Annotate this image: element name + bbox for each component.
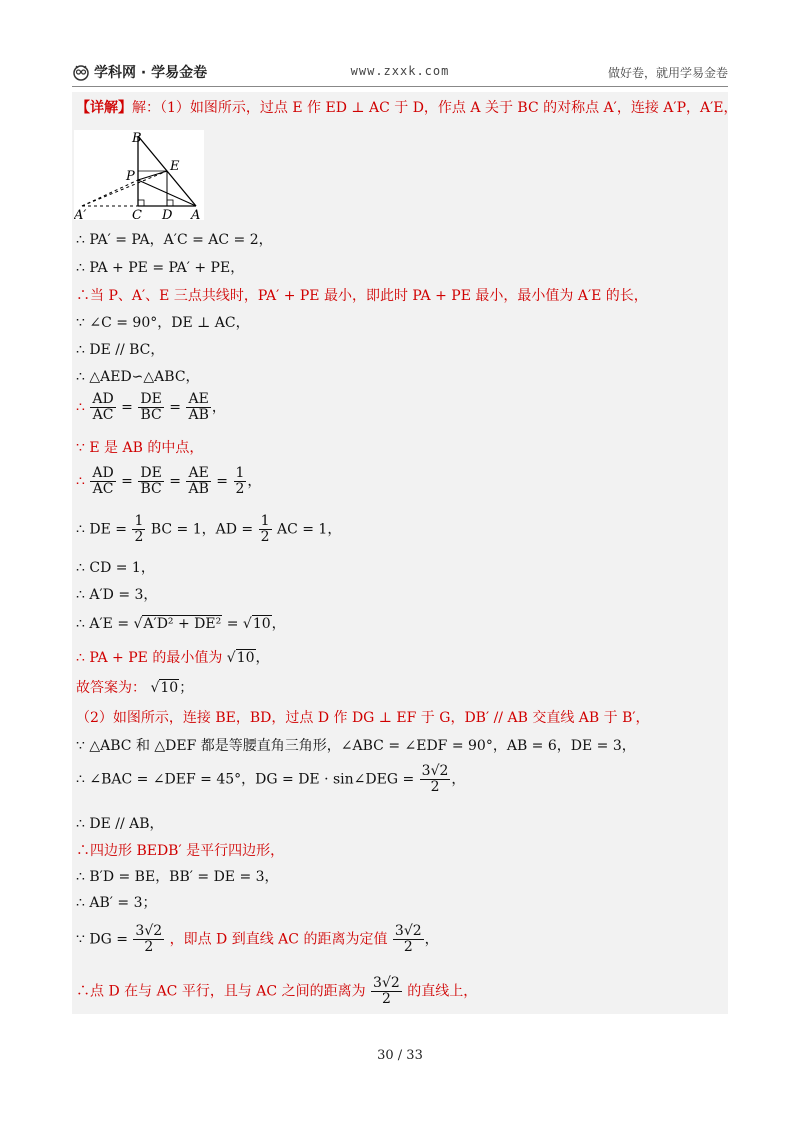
min-value-line: ∴ PA + PE 的最小值为 √10， bbox=[76, 650, 270, 666]
header-slogan: 做好卷，就用学易金卷 bbox=[607, 66, 728, 80]
site-url: www.zxxk.com bbox=[350, 64, 450, 78]
fraction: $\frac{1}{2}$ bbox=[260, 513, 270, 545]
intro-text: 解：（1）如图所示，过点 E 作 ED ⊥ AC 于 D，作点 A 关于 BC 的对称点 A′，连接 A′P，A′E， bbox=[132, 100, 738, 116]
brand-text: 学科网 · 学易金卷 bbox=[94, 65, 208, 81]
answer-line: 故答案为： √10； bbox=[76, 680, 194, 696]
label-A: A bbox=[191, 208, 201, 220]
step-line: ∴ AB′ = 3； bbox=[76, 895, 157, 911]
fraction: $\frac{3√2}{2}$ bbox=[135, 923, 163, 955]
part2-intro: （2）如图所示，连接 BE，BD，过点 D 作 DG ⊥ EF 于 G，DB′ // AB 交直线 AB 于 B′， bbox=[76, 710, 650, 726]
fraction: $\frac{DE}{BC}$ bbox=[140, 391, 162, 423]
label-P: P bbox=[126, 169, 135, 184]
fraction: $\frac{AD}{AC}$ bbox=[92, 465, 114, 497]
fraction: $\frac{3√2}{2}$ bbox=[373, 975, 400, 1007]
detail-tag: 【详解】 bbox=[76, 100, 132, 116]
dg-line: ∴ ∠BAC = ∠DEF = 45°，DG = DE · sin∠DEG = $\frac{3√2}{2}$ ， bbox=[76, 763, 466, 795]
step-line: ∵ E 是 AB 的中点， bbox=[76, 440, 204, 456]
fraction: $\frac{1}{2}$ bbox=[235, 465, 245, 497]
fraction: $\frac{3√2}{2}$ bbox=[421, 763, 449, 795]
label-E: E bbox=[170, 159, 180, 174]
step-line: ∴ PA + PE = PA′ + PE， bbox=[76, 260, 245, 276]
step-line: ∵ △ABC 和 △DEF 都是等腰直角三角形，∠ABC = ∠EDF = 90°，AB = 6，DE = 3， bbox=[76, 738, 636, 754]
fraction: $\frac{AE}{AB}$ bbox=[188, 391, 209, 423]
step-line: ∴当 P、A′、E 三点共线时，PA′ + PE 最小，即此时 PA + PE 最小，最小值为 A′E 的长， bbox=[76, 288, 648, 304]
label-B: B bbox=[132, 131, 142, 146]
therefore-symbol: ∴ bbox=[76, 399, 85, 416]
geometry-figure bbox=[74, 130, 204, 220]
step-line: ∵ ∠C = 90°，DE ⊥ AC， bbox=[76, 315, 250, 331]
therefore-symbol: ∴ bbox=[76, 473, 85, 490]
fraction: $\frac{DE}{BC}$ bbox=[140, 465, 162, 497]
solution-panel bbox=[72, 92, 738, 1014]
fraction: $\frac{1}{2}$ bbox=[134, 513, 144, 545]
step-line: ∴ DE // AB， bbox=[76, 816, 164, 832]
step-line: ∴ △AED∽△ABC， bbox=[76, 369, 200, 385]
label-C: C bbox=[132, 208, 142, 220]
page-header bbox=[72, 58, 728, 86]
ratio-line: ∴ $\frac{AD}{AC}$ = $\frac{DE}{BC}$ = $\frac{AE}{AB}$ ， bbox=[76, 391, 226, 423]
step-line: ∴ B′D = BE，BB′ = DE = 3， bbox=[76, 869, 279, 885]
distance-line: ∵ DG = $\frac{3√2}{2}$ ，即点 D 到直线 AC 的距离为定值 $\frac{3√2}{2}$ ， bbox=[76, 923, 439, 955]
fraction: $\frac{AD}{AC}$ bbox=[92, 391, 114, 423]
step-line: ∴ A′D = 3， bbox=[76, 587, 158, 603]
fraction: $\frac{3√2}{2}$ bbox=[394, 923, 422, 955]
header-divider bbox=[72, 86, 728, 87]
label-A-prime: A′ bbox=[74, 208, 87, 220]
step-line: ∴四边形 BEDB′ 是平行四边形， bbox=[76, 843, 285, 859]
fraction: $\frac{AE}{AB}$ bbox=[188, 465, 209, 497]
solution-intro bbox=[76, 98, 738, 118]
step-line: ∴ CD = 1， bbox=[76, 560, 155, 576]
result-line: ∴ DE = $\frac{1}{2}$ BC = 1，AD = $\frac{1}{2}$ AC = 1， bbox=[76, 513, 342, 545]
page-number: 30 / 33 bbox=[377, 1048, 423, 1063]
sqrt-line: ∴ A′E = √A′D² + DE² = √10， bbox=[76, 616, 286, 632]
label-D: D bbox=[162, 208, 173, 220]
ratio-line-half: ∴ $\frac{AD}{AC}$ = $\frac{DE}{BC}$ = $\frac{AE}{AB}$ = $\frac{1}{2}$ ， bbox=[76, 465, 262, 497]
conclusion-line: ∴点 D 在与 AC 平行，且与 AC 之间的距离为 $\frac{3√2}{2}$ 的直线上， bbox=[76, 975, 478, 1007]
step-line: ∴ DE // BC， bbox=[76, 342, 165, 358]
step-line: ∴ PA′ = PA，A′C = AC = 2， bbox=[76, 232, 273, 248]
